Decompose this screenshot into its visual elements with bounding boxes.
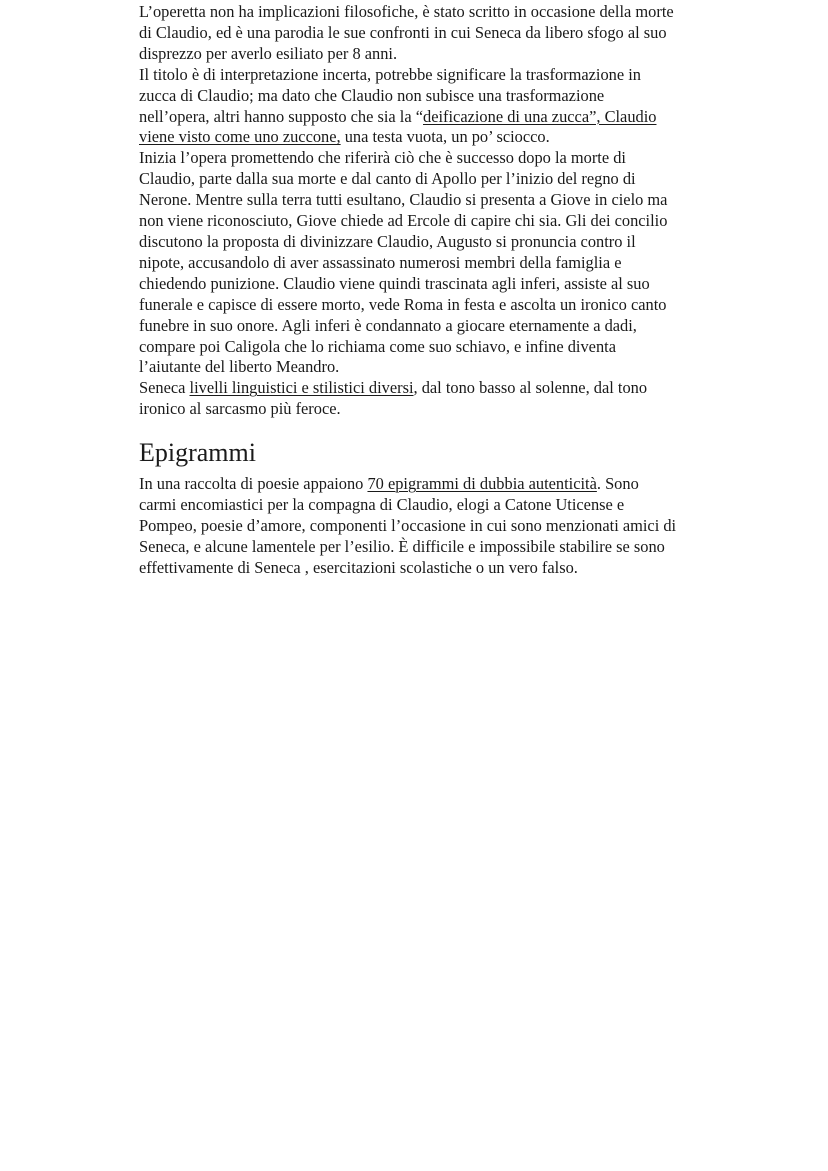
section-apocolocyntosis — [139, 2, 699, 420]
text-line — [139, 378, 699, 399]
text-line: compare poi Caligola che lo richiama come suo schiavo, e infine diventa — [139, 336, 616, 356]
underlined-text: livelli linguistici e stilistici diversi — [189, 378, 414, 398]
text-line: ironico al sarcasmo più feroce. — [139, 399, 341, 419]
text-line: chiedendo punizione. Claudio viene quindi trascinata agli inferi, assiste al suo — [139, 273, 650, 293]
text-line: zucca di Claudio; ma dato che Claudio non subisce una trasformazione — [139, 85, 605, 105]
text-line: discutono la proposta di divinizzare Claudio, Augusto si pronuncia contro il — [139, 231, 636, 251]
section-heading-epigrammi: Epigrammi — [139, 438, 256, 468]
text-line: funerale e capisce di essere morto, vede Roma in festa e ascolta un ironico canto — [139, 294, 667, 314]
text-line: nipote, accusandolo di aver assassinato numerosi membri della famiglia e — [139, 252, 622, 272]
document-page — [139, 2, 699, 579]
text-span: Seneca — [139, 378, 190, 398]
text-line: l’aiutante del liberto Meandro. — [139, 357, 340, 377]
text-span: In una raccolta di poesie appaiono — [139, 474, 368, 494]
text-line: non viene riconosciuto, Giove chiede ad Ercole di capire chi sia. Gli dei concilio — [139, 211, 668, 231]
underlined-text: 70 epigrammi di dubbia autenticità — [367, 474, 597, 494]
text-line — [139, 107, 699, 128]
text-line — [139, 127, 699, 148]
section-epigrammi — [139, 474, 699, 579]
text-line: effettivamente di Seneca , esercitazioni scolastiche o un vero falso. — [139, 557, 578, 577]
text-line: Pompeo, poesie d’amore, componenti l’occasione in cui sono menzionati amici di — [139, 515, 677, 535]
text-line: Il titolo è di interpretazione incerta, potrebbe significare la trasformazione in — [139, 64, 641, 84]
text-line: Nerone. Mentre sulla terra tutti esultano, Claudio si presenta a Giove in cielo ma — [139, 190, 668, 210]
text-line: di Claudio, ed è una parodia le sue confronti in cui Seneca da libero sfogo al suo — [139, 22, 667, 42]
text-span: una testa vuota, un po’ sciocco. — [340, 127, 550, 147]
text-line: disprezzo per averlo esiliato per 8 anni. — [139, 43, 398, 63]
text-line: Inizia l’opera promettendo che riferirà ciò che è successo dopo la morte di — [139, 148, 626, 168]
text-line — [139, 474, 699, 495]
underlined-text: viene visto come uno zuccone, — [139, 127, 341, 147]
text-span: , dal tono basso al solenne, dal tono — [413, 378, 648, 398]
text-line: L’operetta non ha implicazioni filosofiche, è stato scritto in occasione della morte — [139, 2, 674, 21]
text-span: . Sono — [596, 474, 639, 494]
text-line: carmi encomiastici per la compagna di Claudio, elogi a Catone Uticense e — [139, 495, 625, 515]
text-line: funebre in suo onore. Agli inferi è condannato a giocare eternamente a dadi, — [139, 315, 637, 335]
text-line: Seneca, e alcune lamentele per l’esilio. È difficile e impossibile stabilire se sono — [139, 536, 665, 556]
text-line: Claudio, parte dalla sua morte e dal canto di Apollo per l’inizio del regno di — [139, 169, 636, 189]
text-span: nell’opera, altri hanno supposto che sia la “ — [139, 106, 424, 126]
underlined-text: deificazione di una zucca”, Claudio — [423, 106, 657, 126]
